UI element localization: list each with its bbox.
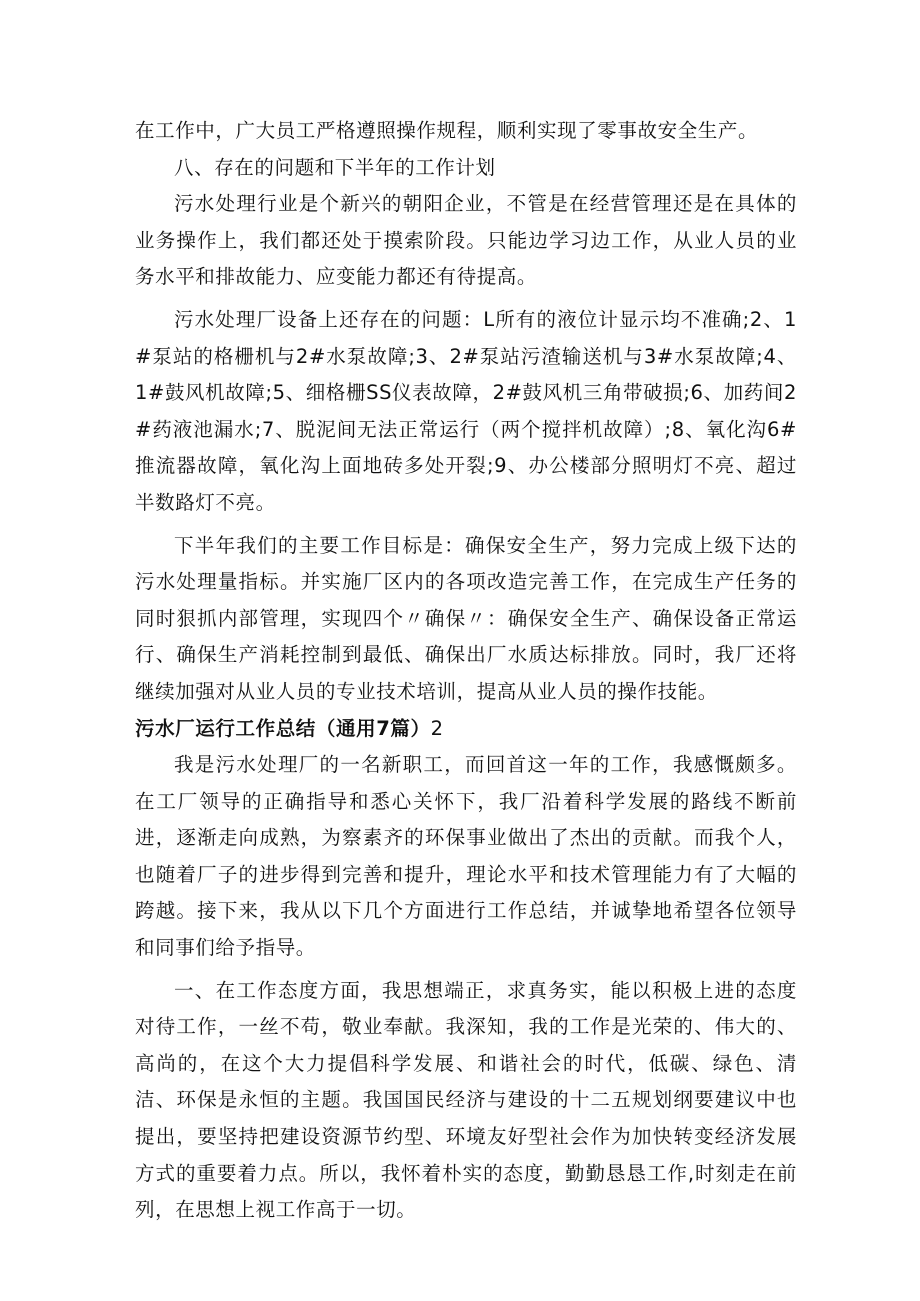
document-page: [135, 113, 797, 1229]
article-heading: [135, 711, 797, 748]
article-heading-number: 2: [430, 716, 444, 740]
paragraph-work-attitude: 一、在工作态度方面，我思想端正，求真务实，能以积极上进的态度对待工作，一丝不苟，敬业奉献。我深知，我的工作是光荣的、伟大的、高尚的，在这个大力提倡科学发展、和谐社会的时代，低碳、绿色、清洁、环保是永恒的主题。我国国民经济与建设的十二五规划纲要建议中也提出，要坚持把建设资源节约型、环境友好型社会作为加快转变经济发展方式的重要着力点。所以，我怀着朴实的态度，勤勤恳恳工作,时刻走在前列，在思想上视工作高于一切。: [135, 978, 797, 1222]
paragraph-continuation: 在工作中，广大员工严格遵照操作规程，顺利实现了零事故安全生产。: [135, 119, 759, 142]
paragraph-second-half-goals: 下半年我们的主要工作目标是：确保安全生产，努力完成上级下达的污水处理量指标。并实施厂区内的各项改造完善工作，在完成生产任务的同时狠抓内部管理，实现四个〃确保〃：确保安全生产、确保设备正常运行、确保生产消耗控制到最低、确保出厂水质达标排放。同时，我厂还将继续加强对从业人员的专业技术培训，提高从业人员的操作技能。: [135, 533, 797, 703]
paragraph-industry-status: 污水处理行业是个新兴的朝阳企业，不管是在经营管理还是在具体的业务操作上，我们都还处于摸索阶段。只能边学习边工作，从业人员的业务水平和排故能力、应变能力都还有待提高。: [135, 192, 797, 289]
article-heading-title: 污水厂运行工作总结（通用7篇）: [135, 716, 431, 740]
paragraph-equipment-problems: 污水处理厂设备上还存在的问题：L所有的液位计显示均不准确;2、1#泵站的格栅机与2#水泵故障;3、2#泵站污渣输送机与3#水泵故障;4、1#鼓风机故障;5、细格栅SS仪表故障，2#鼓风机三角带破损;6、加药间2#药液池漏水;7、脱泥间无法正常运行（两个搅拌机故障）;8、氧化沟6#推流器故障，氧化沟上面地砖多处开裂;9、办公楼部分照明灯不亮、超过半数路灯不亮。: [135, 307, 797, 514]
section-heading-problems-plan: 八、存在的问题和下半年的工作计划: [174, 155, 496, 179]
paragraph-new-employee-intro: 我是污水处理厂的一名新职工，而回首这一年的工作，我感慨颇多。在工厂领导的正确指导和悉心关怀下，我厂沿着科学发展的路线不断前进，逐渐走向成熟，为察素齐的环保事业做出了杰出的贡献。而我个人，也随着厂子的进步得到完善和提升，理论水平和技术管理能力有了大幅的跨越。接下来，我从以下几个方面进行工作总结，并诚挚地希望各位领导和同事们给予指导。: [135, 753, 797, 960]
